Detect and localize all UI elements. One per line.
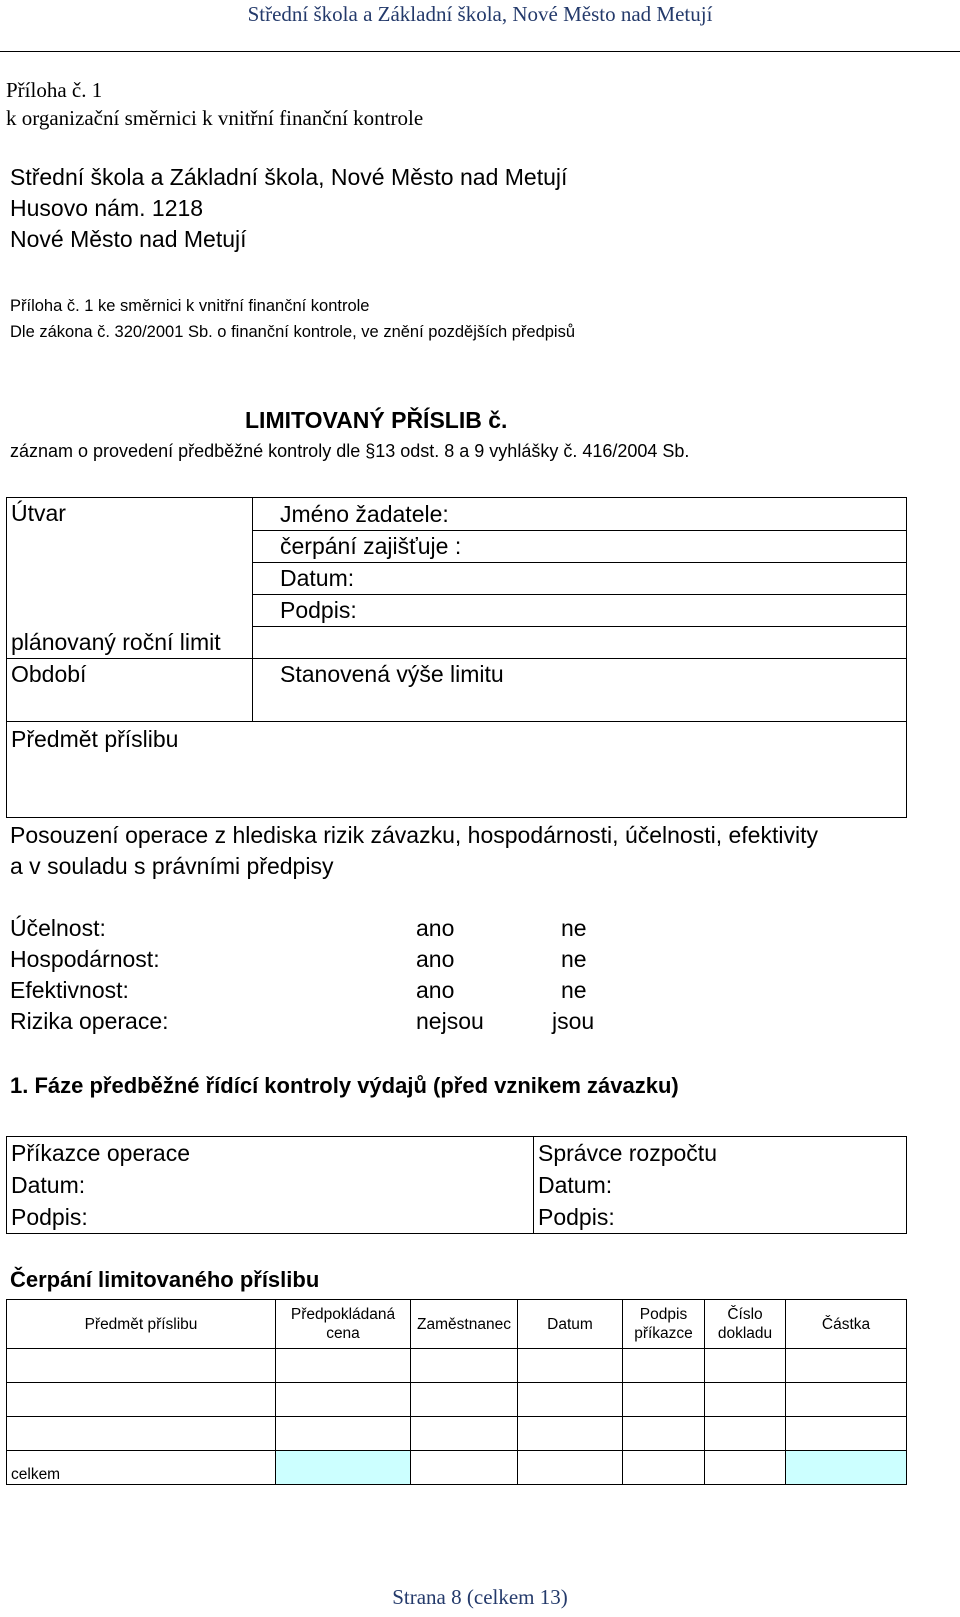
applicant-cell[interactable] (253, 498, 907, 531)
annex-line-1: Příloha č. 1 (6, 78, 103, 102)
drawdown-table (6, 1299, 907, 1485)
table-row (7, 1349, 907, 1383)
table-cell[interactable] (7, 1349, 276, 1383)
col-signature-label-1: Podpis (639, 1306, 688, 1323)
assessment-opt1-1[interactable]: ano (416, 915, 455, 941)
table-cell[interactable] (786, 1383, 907, 1417)
col-subject (7, 1300, 276, 1349)
assessment-heading-1: Posouzení operace z hlediska rizik závazku, hospodárnosti, účelnosti, efektivity (10, 822, 818, 848)
total-label: celkem (11, 1466, 61, 1483)
table-cell[interactable] (786, 1349, 907, 1383)
drawdown-heading: Čerpání limitovaného příslibu (10, 1267, 320, 1292)
issuer-signature-label: Podpis: (11, 1203, 88, 1230)
budget-admin-date-cell[interactable] (534, 1169, 907, 1201)
total-employee-cell (411, 1451, 518, 1485)
approval-table (6, 1136, 907, 1234)
table-cell[interactable] (276, 1349, 411, 1383)
budget-admin-title: Správce rozpočtu (538, 1139, 717, 1166)
secured-by-label: čerpání zajišťuje : (280, 533, 462, 559)
signature-cell[interactable] (253, 595, 907, 627)
table-cell[interactable] (7, 1383, 276, 1417)
issuer-date-cell[interactable] (7, 1169, 534, 1201)
running-header: Střední škola a Základní škola, Nové Město nad Metují (247, 2, 713, 26)
header-rule (0, 51, 960, 52)
budget-admin-signature-label: Podpis: (538, 1203, 615, 1230)
col-amount-label: Částka (821, 1315, 871, 1333)
issuer-title: Příkazce operace (11, 1139, 190, 1166)
table-cell[interactable] (786, 1417, 907, 1451)
date-label: Datum: (280, 565, 355, 591)
col-signature (623, 1300, 705, 1349)
col-date (518, 1300, 623, 1349)
table-row (7, 1383, 907, 1417)
table-cell[interactable] (623, 1417, 705, 1451)
school-name: Střední škola a Základní škola, Nové Město nad Metují (10, 164, 568, 190)
issuer-title-cell[interactable] (7, 1137, 534, 1170)
annex-line-2: k organizační směrnici k vnitřní finanční kontrole (6, 106, 424, 130)
assessment-opt2-3[interactable]: ne (561, 977, 587, 1003)
form-title: LIMITOVANÝ PŘÍSLIB č. (245, 407, 508, 433)
assessment-label-1: Účelnost: (10, 915, 106, 941)
col-expected-price-label-1: Předpokládaná (290, 1306, 396, 1323)
info-table (6, 497, 907, 818)
blank-cell[interactable] (253, 627, 907, 659)
col-doc-no-label-1: Číslo (727, 1306, 763, 1323)
secured-by-cell[interactable] (253, 531, 907, 563)
total-expected-price-cell[interactable] (276, 1451, 411, 1485)
issuer-date-label: Datum: (11, 1171, 86, 1198)
set-limit-label: Stanovená výše limitu (280, 661, 504, 687)
phase-heading: 1. Fáze předběžné řídící kontroly výdajů (před vznikem závazku) (10, 1073, 679, 1098)
total-signature-cell (623, 1451, 705, 1485)
col-employee-label: Zaměstnanec (417, 1315, 511, 1333)
assessment-opt2-4[interactable]: jsou (552, 1008, 595, 1034)
table-cell[interactable] (411, 1383, 518, 1417)
table-cell[interactable] (276, 1383, 411, 1417)
annual-limit-cell[interactable] (7, 627, 253, 659)
unit-label: Útvar (11, 500, 66, 526)
assessment-opt2-2[interactable]: ne (561, 946, 587, 972)
annual-limit-label: plánovaný roční limit (11, 628, 221, 655)
form-subtitle: záznam o provedení předběžné kontroly dle §13 odst. 8 a 9 vyhlášky č. 416/2004 Sb. (10, 441, 690, 461)
table-cell[interactable] (411, 1349, 518, 1383)
total-label-cell (7, 1451, 276, 1485)
school-street: Husovo nám. 1218 (10, 195, 204, 221)
school-city: Nové Město nad Metují (10, 226, 247, 252)
table-cell[interactable] (276, 1417, 411, 1451)
assessment-label-4: Rizika operace: (10, 1008, 169, 1034)
assessment-opt1-4[interactable]: nejsou (416, 1008, 484, 1034)
unit-cell[interactable] (7, 498, 253, 627)
period-cell[interactable] (7, 659, 253, 722)
assessment-label-3: Efektivnost: (10, 977, 129, 1003)
table-row (7, 1417, 907, 1451)
col-signature-label-2: příkazce (634, 1325, 693, 1342)
issuer-signature-cell[interactable] (7, 1201, 534, 1234)
col-expected-price (276, 1300, 411, 1349)
table-cell[interactable] (705, 1383, 786, 1417)
table-cell[interactable] (7, 1417, 276, 1451)
col-employee (411, 1300, 518, 1349)
assessment-heading-2: a v souladu s právními předpisy (10, 853, 334, 879)
table-cell[interactable] (411, 1417, 518, 1451)
set-limit-cell[interactable] (253, 659, 907, 722)
col-doc-no (705, 1300, 786, 1349)
total-amount-cell[interactable] (786, 1451, 907, 1485)
col-subject-label: Předmět příslibu (84, 1315, 198, 1333)
total-doc-no-cell (705, 1451, 786, 1485)
total-row (7, 1451, 907, 1485)
subject-cell[interactable] (7, 722, 907, 818)
budget-admin-signature-cell[interactable] (534, 1201, 907, 1234)
table-cell[interactable] (518, 1417, 623, 1451)
table-cell[interactable] (518, 1349, 623, 1383)
col-date-label: Datum (547, 1315, 593, 1333)
total-date-cell (518, 1451, 623, 1485)
table-cell[interactable] (705, 1417, 786, 1451)
assessment-opt1-3[interactable]: ano (416, 977, 455, 1003)
col-doc-no-label-2: dokladu (717, 1325, 773, 1342)
budget-admin-date-label: Datum: (538, 1171, 613, 1198)
assessment-opt2-1[interactable]: ne (561, 915, 587, 941)
legal-line-1: Příloha č. 1 ke směrnici k vnitřní finanční kontrole (10, 297, 370, 315)
table-cell[interactable] (518, 1383, 623, 1417)
subject-label: Předmět příslibu (11, 726, 179, 752)
applicant-label: Jméno žadatele: (280, 500, 449, 527)
assessment-label-2: Hospodárnost: (10, 946, 160, 972)
table-cell[interactable] (623, 1349, 705, 1383)
col-amount (786, 1300, 907, 1349)
assessment-opt1-2[interactable]: ano (416, 946, 455, 972)
table-cell[interactable] (705, 1349, 786, 1383)
budget-admin-title-cell[interactable] (534, 1137, 907, 1170)
legal-line-2: Dle zákona č. 320/2001 Sb. o finanční kontrole, ve znění pozdějších předpisů (10, 323, 576, 341)
period-label: Období (11, 661, 87, 687)
signature-label: Podpis: (280, 597, 357, 623)
table-cell[interactable] (623, 1383, 705, 1417)
date-cell[interactable] (253, 563, 907, 595)
col-expected-price-label-2: cena (326, 1325, 360, 1342)
page-footer: Strana 8 (celkem 13) (392, 1585, 568, 1609)
